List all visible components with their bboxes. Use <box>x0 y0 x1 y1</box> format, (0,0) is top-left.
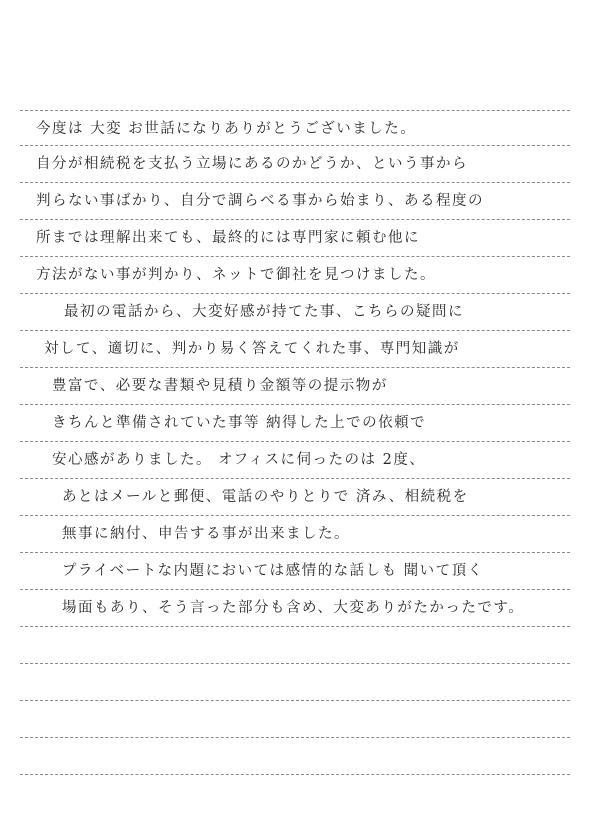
letter-line: 場面もあり、そう言った部分も含め、大変ありがたかったです。 <box>62 600 525 616</box>
ruled-line <box>20 293 570 294</box>
letter-line: 対して、適切に、判かり易く答えてくれた事、専門知識が <box>44 341 460 357</box>
ruled-line <box>20 737 570 738</box>
ruled-line <box>20 110 570 111</box>
letter-line: 最初の電話から、大変好感が持てた事、こちらの疑問に <box>64 304 464 320</box>
letter-line: 自分が相続税を支払う立場にあるのかどうか、という事から <box>36 156 468 172</box>
letter-line: 判らない事ばかり、自分で調らべる事から始まり、ある程度の <box>36 193 484 209</box>
ruled-line <box>20 441 570 442</box>
letter-line: きちんと準備されていた事等 納得した上での依頼で <box>52 415 427 431</box>
ruled-line <box>20 367 570 368</box>
letter-line: 豊富で、必要な書類や見積り金額等の提示物が <box>52 378 388 394</box>
letter-line: 安心感がありました。 オフィスに伺ったのは 2度、 <box>52 452 426 468</box>
letter-line: 無事に納付、申告する事が出来ました。 <box>62 526 350 542</box>
letter-line: 方法がない事が判かり、ネットで御社を見つけました。 <box>36 267 436 283</box>
ruled-line <box>20 515 570 516</box>
ruled-line <box>20 589 570 590</box>
letter-line: プライベートな内題においては感情的な話しも 聞いて頂く <box>62 563 484 579</box>
letter-line: あとはメールと郵便、電話のやりとりで 済み、相続税を <box>62 489 469 505</box>
ruled-line <box>20 145 570 146</box>
letter-line: 所までは理解出来ても、最終的には専門家に頼む他に <box>36 230 420 246</box>
ruled-line <box>20 182 570 183</box>
ruled-line <box>20 478 570 479</box>
ruled-line <box>20 404 570 405</box>
letter-line: 今度は 大変 お世話になりありがとうございました。 <box>36 121 417 137</box>
ruled-line <box>20 626 570 627</box>
ruled-line <box>20 700 570 701</box>
ruled-line <box>20 552 570 553</box>
ruled-line <box>20 663 570 664</box>
ruled-line <box>20 219 570 220</box>
ruled-line <box>20 330 570 331</box>
ruled-line <box>20 256 570 257</box>
ruled-line <box>20 774 570 775</box>
